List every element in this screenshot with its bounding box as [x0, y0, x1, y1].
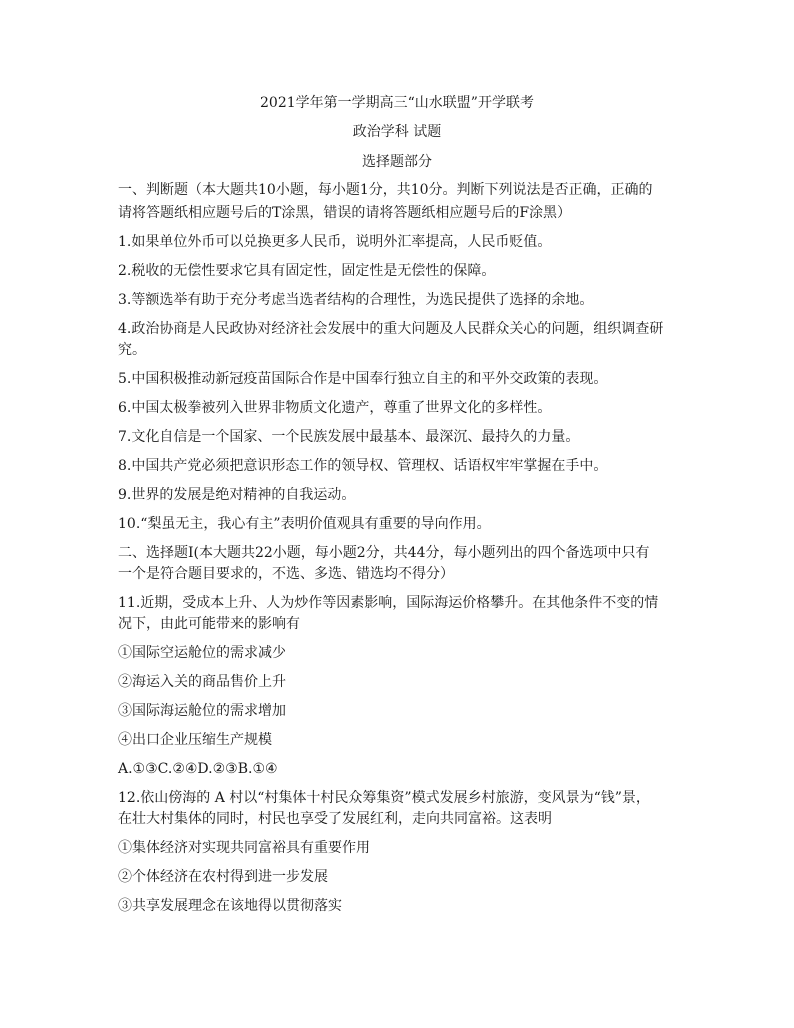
q11-stem-line2: 况下，由此可能带来的影响有 — [118, 616, 300, 632]
judgment-item-8: 8.中国共产党必须把意识形态工作的领导权、管理权、话语权牢牢掌握在手中。 — [118, 458, 608, 474]
judgment-item-2: 2.税收的无偿性要求它具有固定性，固定性是无偿性的保障。 — [118, 263, 496, 279]
q11-option-1: ①国际空运舱位的需求减少 — [118, 645, 286, 661]
q11-option-2: ②海运入关的商品售价上升 — [118, 674, 286, 690]
section1-heading-line1: 一、判断题（本大题共10小题，每小题1分，共10分。判断下列说法是否正确，正确的 — [118, 182, 653, 198]
exam-title: 2021学年第一学期高三“山水联盟”开学联考 — [260, 95, 534, 111]
judgment-item-4-line2: 究。 — [118, 342, 146, 358]
q11-stem-line1: 11.近期，受成本上升、人为炒作等因素影响，国际海运价格攀升。在其他条件不变的情 — [118, 595, 659, 611]
q12-stem-line1: 12.依山傍海的 A 村以“村集体十村民众筹集资”模式发展乡村旅游，变风景为“钱”景， — [118, 790, 650, 806]
judgment-item-7: 7.文化自信是一个国家、一个民族发展中最基本、最深沉、最持久的力量。 — [118, 429, 580, 445]
subject-title: 政治学科 试题 — [352, 124, 442, 140]
judgment-item-5: 5.中国积极推动新冠疫苗国际合作是中国奉行独立自主的和平外交政策的表现。 — [118, 371, 608, 387]
q12-stem-line2: 在壮大村集体的同时，村民也享受了发展红利，走向共同富裕。这表明 — [118, 811, 552, 827]
section2-heading-line2: 一个是符合题目要求的，不选、多选、错选均不得分） — [118, 566, 454, 582]
q12-option-3: ③共享发展理念在该地得以贯彻落实 — [118, 898, 342, 914]
q11-option-4: ④出口企业压缩生产规模 — [118, 732, 272, 748]
section1-heading-line2: 请将答题纸相应题号后的T涂黑，错误的请将答题纸相应题号后的F涂黑） — [118, 205, 572, 221]
judgment-item-6: 6.中国太极拳被列入世界非物质文化遗产，尊重了世界文化的多样性。 — [118, 400, 552, 416]
judgment-item-9: 9.世界的发展是绝对精神的自我运动。 — [118, 487, 356, 503]
q11-option-3: ③国际海运舱位的需求增加 — [118, 703, 286, 719]
q12-option-1: ①集体经济对实现共同富裕具有重要作用 — [118, 840, 370, 856]
judgment-item-10: 10.“梨虽无主，我心有主”表明价值观具有重要的导向作用。 — [118, 516, 491, 532]
judgment-item-1: 1.如果单位外币可以兑换更多人民币，说明外汇率提高，人民币贬值。 — [118, 234, 552, 250]
q12-option-2: ②个体经济在农村得到进一步发展 — [118, 869, 328, 885]
judgment-item-4-line1: 4.政治协商是人民政协对经济社会发展中的重大问题及人民群众关心的问题，组织调查研 — [118, 321, 664, 337]
part-title: 选择题部分 — [362, 154, 432, 170]
section2-heading-line1: 二、选择题Ⅰ(本大题共22小题，每小题2分，共44分，每小题列出的四个备选项中只有 — [118, 545, 650, 561]
q11-answer-choices: A.①③C.②④D.②③B.①④ — [118, 761, 278, 777]
judgment-item-3: 3.等额选举有助于充分考虑当选者结构的合理性，为选民提供了选择的余地。 — [118, 292, 594, 308]
